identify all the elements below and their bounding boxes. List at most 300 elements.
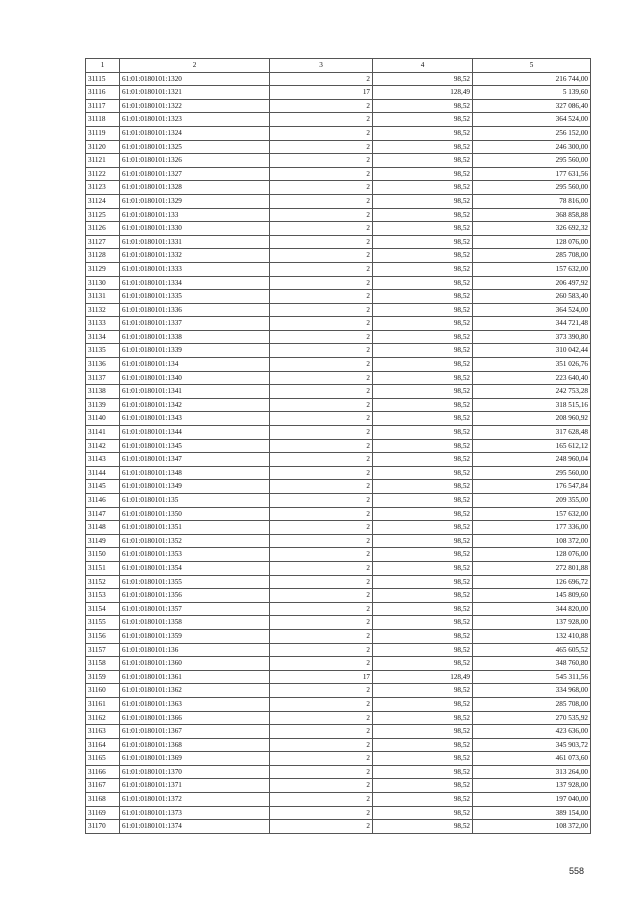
quantity-value: 2 — [270, 480, 373, 494]
quantity-value: 2 — [270, 344, 373, 358]
cadastral-number: 61:01:0180101:1355 — [120, 575, 270, 589]
amount-value: 373 390,80 — [473, 330, 591, 344]
table-row — [86, 140, 591, 154]
amount-value: 295 560,00 — [473, 466, 591, 480]
quantity-value: 2 — [270, 181, 373, 195]
rate-value: 98,52 — [373, 126, 473, 140]
cadastral-number: 61:01:0180101:1331 — [120, 235, 270, 249]
row-number: 31116 — [86, 86, 120, 100]
table-row — [86, 725, 591, 739]
quantity-value: 2 — [270, 752, 373, 766]
rate-value: 98,52 — [373, 412, 473, 426]
amount-value: 137 928,00 — [473, 779, 591, 793]
cadastral-number: 61:01:0180101:1366 — [120, 711, 270, 725]
cadastral-number: 61:01:0180101:1371 — [120, 779, 270, 793]
table-row — [86, 398, 591, 412]
quantity-value: 2 — [270, 793, 373, 807]
amount-value: 344 721,48 — [473, 317, 591, 331]
table-row — [86, 358, 591, 372]
cadastral-number: 61:01:0180101:1323 — [120, 113, 270, 127]
cadastral-number: 61:01:0180101:1338 — [120, 330, 270, 344]
cadastral-number: 61:01:0180101:1326 — [120, 154, 270, 168]
rate-value: 98,52 — [373, 820, 473, 834]
row-number: 31123 — [86, 181, 120, 195]
amount-value: 310 042,44 — [473, 344, 591, 358]
quantity-value: 2 — [270, 208, 373, 222]
row-number: 31130 — [86, 276, 120, 290]
row-number: 31137 — [86, 371, 120, 385]
rate-value: 98,52 — [373, 290, 473, 304]
quantity-value: 2 — [270, 765, 373, 779]
cadastral-number: 61:01:0180101:1321 — [120, 86, 270, 100]
table-row — [86, 181, 591, 195]
table-row — [86, 412, 591, 426]
quantity-value: 2 — [270, 140, 373, 154]
rate-value: 98,52 — [373, 616, 473, 630]
amount-value: 364 524,00 — [473, 113, 591, 127]
quantity-value: 2 — [270, 575, 373, 589]
amount-value: 177 631,56 — [473, 167, 591, 181]
row-number: 31115 — [86, 72, 120, 86]
row-number: 31128 — [86, 249, 120, 263]
quantity-value: 2 — [270, 72, 373, 86]
cadastral-number: 61:01:0180101:1354 — [120, 561, 270, 575]
row-number: 31138 — [86, 385, 120, 399]
table-row — [86, 426, 591, 440]
rate-value: 98,52 — [373, 561, 473, 575]
amount-value: 334 968,00 — [473, 684, 591, 698]
rate-value: 98,52 — [373, 235, 473, 249]
cadastral-number: 61:01:0180101:1328 — [120, 181, 270, 195]
table-row — [86, 561, 591, 575]
amount-value: 128 076,00 — [473, 548, 591, 562]
quantity-value: 2 — [270, 453, 373, 467]
quantity-value: 2 — [270, 290, 373, 304]
rate-value: 98,52 — [373, 317, 473, 331]
quantity-value: 2 — [270, 534, 373, 548]
quantity-value: 2 — [270, 711, 373, 725]
cadastral-number: 61:01:0180101:1345 — [120, 439, 270, 453]
table-row — [86, 208, 591, 222]
row-number: 31136 — [86, 358, 120, 372]
row-number: 31156 — [86, 629, 120, 643]
quantity-value: 2 — [270, 167, 373, 181]
cadastral-number: 61:01:0180101:133 — [120, 208, 270, 222]
row-number: 31170 — [86, 820, 120, 834]
amount-value: 364 524,00 — [473, 303, 591, 317]
quantity-value: 2 — [270, 426, 373, 440]
cadastral-number: 61:01:0180101:1329 — [120, 194, 270, 208]
cadastral-number: 61:01:0180101:1360 — [120, 657, 270, 671]
amount-value: 270 535,92 — [473, 711, 591, 725]
column-header-2: 2 — [120, 59, 270, 73]
quantity-value: 2 — [270, 398, 373, 412]
table-row — [86, 670, 591, 684]
row-number: 31148 — [86, 521, 120, 535]
page-number: 558 — [568, 866, 584, 876]
table-row — [86, 262, 591, 276]
quantity-value: 2 — [270, 99, 373, 113]
row-number: 31159 — [86, 670, 120, 684]
table-row — [86, 494, 591, 508]
rate-value: 98,52 — [373, 806, 473, 820]
rate-value: 98,52 — [373, 330, 473, 344]
cadastral-number: 61:01:0180101:1334 — [120, 276, 270, 290]
table-row — [86, 589, 591, 603]
amount-value: 216 744,00 — [473, 72, 591, 86]
row-number: 31146 — [86, 494, 120, 508]
row-number: 31151 — [86, 561, 120, 575]
rate-value: 98,52 — [373, 643, 473, 657]
cadastral-number: 61:01:0180101:134 — [120, 358, 270, 372]
quantity-value: 2 — [270, 629, 373, 643]
cadastral-number: 61:01:0180101:1333 — [120, 262, 270, 276]
rate-value: 98,52 — [373, 466, 473, 480]
row-number: 31154 — [86, 602, 120, 616]
quantity-value: 2 — [270, 385, 373, 399]
rate-value: 128,49 — [373, 86, 473, 100]
table-row — [86, 439, 591, 453]
cadastral-number: 61:01:0180101:1327 — [120, 167, 270, 181]
quantity-value: 2 — [270, 371, 373, 385]
quantity-value: 2 — [270, 684, 373, 698]
row-number: 31135 — [86, 344, 120, 358]
row-number: 31142 — [86, 439, 120, 453]
row-number: 31133 — [86, 317, 120, 331]
table-row — [86, 738, 591, 752]
amount-value: 165 612,12 — [473, 439, 591, 453]
amount-value: 137 928,00 — [473, 616, 591, 630]
table-row — [86, 521, 591, 535]
rate-value: 98,52 — [373, 154, 473, 168]
rate-value: 98,52 — [373, 793, 473, 807]
row-number: 31140 — [86, 412, 120, 426]
data-table-container — [85, 58, 590, 834]
table-row — [86, 684, 591, 698]
rate-value: 98,52 — [373, 181, 473, 195]
row-number: 31122 — [86, 167, 120, 181]
quantity-value: 2 — [270, 697, 373, 711]
quantity-value: 2 — [270, 548, 373, 562]
cadastral-number: 61:01:0180101:1337 — [120, 317, 270, 331]
cadastral-number: 61:01:0180101:1344 — [120, 426, 270, 440]
cadastral-number: 61:01:0180101:1347 — [120, 453, 270, 467]
quantity-value: 2 — [270, 602, 373, 616]
row-number: 31164 — [86, 738, 120, 752]
row-number: 31165 — [86, 752, 120, 766]
amount-value: 423 636,00 — [473, 725, 591, 739]
table-row — [86, 72, 591, 86]
row-number: 31120 — [86, 140, 120, 154]
table-row — [86, 657, 591, 671]
amount-value: 368 858,88 — [473, 208, 591, 222]
row-number: 31163 — [86, 725, 120, 739]
cadastral-number: 61:01:0180101:1373 — [120, 806, 270, 820]
cadastral-number: 61:01:0180101:1353 — [120, 548, 270, 562]
table-row — [86, 616, 591, 630]
row-number: 31155 — [86, 616, 120, 630]
rate-value: 98,52 — [373, 575, 473, 589]
quantity-value: 2 — [270, 779, 373, 793]
table-row — [86, 99, 591, 113]
cadastral-number: 61:01:0180101:1358 — [120, 616, 270, 630]
quantity-value: 2 — [270, 657, 373, 671]
row-number: 31126 — [86, 222, 120, 236]
rate-value: 98,52 — [373, 521, 473, 535]
column-header-4: 4 — [373, 59, 473, 73]
rate-value: 98,52 — [373, 385, 473, 399]
cadastral-number: 61:01:0180101:1367 — [120, 725, 270, 739]
cadastral-number: 61:01:0180101:136 — [120, 643, 270, 657]
quantity-value: 2 — [270, 194, 373, 208]
quantity-value: 2 — [270, 806, 373, 820]
rate-value: 98,52 — [373, 629, 473, 643]
table-row — [86, 385, 591, 399]
amount-value: 256 152,00 — [473, 126, 591, 140]
table-row — [86, 480, 591, 494]
column-header-5: 5 — [473, 59, 591, 73]
amount-value: 145 809,60 — [473, 589, 591, 603]
row-number: 31150 — [86, 548, 120, 562]
rate-value: 98,52 — [373, 303, 473, 317]
cadastral-number: 61:01:0180101:1361 — [120, 670, 270, 684]
amount-value: 242 753,28 — [473, 385, 591, 399]
cadastral-number: 61:01:0180101:1374 — [120, 820, 270, 834]
quantity-value: 2 — [270, 561, 373, 575]
amount-value: 317 628,48 — [473, 426, 591, 440]
cadastral-number: 61:01:0180101:1336 — [120, 303, 270, 317]
amount-value: 313 264,00 — [473, 765, 591, 779]
quantity-value: 17 — [270, 670, 373, 684]
cadastral-number: 61:01:0180101:1350 — [120, 507, 270, 521]
quantity-value: 2 — [270, 235, 373, 249]
quantity-value: 2 — [270, 222, 373, 236]
quantity-value: 2 — [270, 154, 373, 168]
row-number: 31160 — [86, 684, 120, 698]
rate-value: 98,52 — [373, 494, 473, 508]
quantity-value: 2 — [270, 820, 373, 834]
rate-value: 98,52 — [373, 725, 473, 739]
amount-value: 206 497,92 — [473, 276, 591, 290]
quantity-value: 2 — [270, 262, 373, 276]
quantity-value: 2 — [270, 616, 373, 630]
rate-value: 98,52 — [373, 534, 473, 548]
amount-value: 461 073,60 — [473, 752, 591, 766]
rate-value: 98,52 — [373, 99, 473, 113]
row-number: 31118 — [86, 113, 120, 127]
table-row — [86, 466, 591, 480]
amount-value: 545 311,56 — [473, 670, 591, 684]
cadastral-number: 61:01:0180101:1325 — [120, 140, 270, 154]
quantity-value: 2 — [270, 466, 373, 480]
rate-value: 98,52 — [373, 738, 473, 752]
row-number: 31161 — [86, 697, 120, 711]
amount-value: 248 960,04 — [473, 453, 591, 467]
row-number: 31168 — [86, 793, 120, 807]
table-row — [86, 752, 591, 766]
amount-value: 348 760,80 — [473, 657, 591, 671]
table-row — [86, 330, 591, 344]
column-header-3: 3 — [270, 59, 373, 73]
row-number: 31169 — [86, 806, 120, 820]
row-number: 31134 — [86, 330, 120, 344]
cadastral-number: 61:01:0180101:1359 — [120, 629, 270, 643]
cadastral-number: 61:01:0180101:1368 — [120, 738, 270, 752]
amount-value: 132 410,88 — [473, 629, 591, 643]
amount-value: 295 560,00 — [473, 181, 591, 195]
row-number: 31162 — [86, 711, 120, 725]
row-number: 31153 — [86, 589, 120, 603]
quantity-value: 2 — [270, 276, 373, 290]
row-number: 31166 — [86, 765, 120, 779]
amount-value: 126 696,72 — [473, 575, 591, 589]
amount-value: 351 026,76 — [473, 358, 591, 372]
rate-value: 98,52 — [373, 765, 473, 779]
rate-value: 98,52 — [373, 426, 473, 440]
cadastral-number: 61:01:0180101:1369 — [120, 752, 270, 766]
cadastral-number: 61:01:0180101:1372 — [120, 793, 270, 807]
row-number: 31125 — [86, 208, 120, 222]
row-number: 31157 — [86, 643, 120, 657]
rate-value: 98,52 — [373, 439, 473, 453]
quantity-value: 17 — [270, 86, 373, 100]
amount-value: 223 640,40 — [473, 371, 591, 385]
rate-value: 98,52 — [373, 602, 473, 616]
amount-value: 177 336,00 — [473, 521, 591, 535]
amount-value: 327 086,40 — [473, 99, 591, 113]
rate-value: 98,52 — [373, 208, 473, 222]
cadastral-number: 61:01:0180101:1330 — [120, 222, 270, 236]
cadastral-number: 61:01:0180101:1341 — [120, 385, 270, 399]
row-number: 31117 — [86, 99, 120, 113]
amount-value: 209 355,00 — [473, 494, 591, 508]
rate-value: 98,52 — [373, 398, 473, 412]
table-row — [86, 276, 591, 290]
row-number: 31149 — [86, 534, 120, 548]
rate-value: 98,52 — [373, 113, 473, 127]
table-row — [86, 86, 591, 100]
table-body — [86, 72, 591, 833]
table-row — [86, 806, 591, 820]
cadastral-number: 61:01:0180101:1340 — [120, 371, 270, 385]
row-number: 31139 — [86, 398, 120, 412]
table-row — [86, 235, 591, 249]
quantity-value: 2 — [270, 439, 373, 453]
quantity-value: 2 — [270, 249, 373, 263]
amount-value: 157 632,00 — [473, 262, 591, 276]
table-row — [86, 711, 591, 725]
rate-value: 98,52 — [373, 480, 473, 494]
quantity-value: 2 — [270, 303, 373, 317]
rate-value: 98,52 — [373, 344, 473, 358]
row-number: 31132 — [86, 303, 120, 317]
row-number: 31144 — [86, 466, 120, 480]
cadastral-number: 61:01:0180101:1357 — [120, 602, 270, 616]
amount-value: 246 300,00 — [473, 140, 591, 154]
quantity-value: 2 — [270, 725, 373, 739]
rate-value: 98,52 — [373, 779, 473, 793]
quantity-value: 2 — [270, 113, 373, 127]
rate-value: 98,52 — [373, 711, 473, 725]
row-number: 31167 — [86, 779, 120, 793]
table-row — [86, 317, 591, 331]
row-number: 31152 — [86, 575, 120, 589]
cadastral-number: 61:01:0180101:1343 — [120, 412, 270, 426]
table-row — [86, 303, 591, 317]
table-row — [86, 371, 591, 385]
rate-value: 98,52 — [373, 222, 473, 236]
cadastral-number: 61:01:0180101:1322 — [120, 99, 270, 113]
cadastral-number: 61:01:0180101:1339 — [120, 344, 270, 358]
amount-value: 326 692,32 — [473, 222, 591, 236]
row-number: 31119 — [86, 126, 120, 140]
row-number: 31143 — [86, 453, 120, 467]
cadastral-number: 61:01:0180101:1324 — [120, 126, 270, 140]
cadastral-number: 61:01:0180101:1356 — [120, 589, 270, 603]
cadastral-number: 61:01:0180101:1363 — [120, 697, 270, 711]
table-row — [86, 629, 591, 643]
amount-value: 260 583,40 — [473, 290, 591, 304]
rate-value: 98,52 — [373, 167, 473, 181]
row-number: 31131 — [86, 290, 120, 304]
table-row — [86, 290, 591, 304]
quantity-value: 2 — [270, 738, 373, 752]
amount-value: 272 801,88 — [473, 561, 591, 575]
table-row — [86, 344, 591, 358]
cadastral-number: 61:01:0180101:1342 — [120, 398, 270, 412]
rate-value: 128,49 — [373, 670, 473, 684]
amount-value: 176 547,84 — [473, 480, 591, 494]
rate-value: 98,52 — [373, 548, 473, 562]
row-number: 31141 — [86, 426, 120, 440]
rate-value: 98,52 — [373, 72, 473, 86]
table-row — [86, 194, 591, 208]
amount-value: 345 903,72 — [473, 738, 591, 752]
quantity-value: 2 — [270, 643, 373, 657]
rate-value: 98,52 — [373, 249, 473, 263]
amount-value: 344 820,00 — [473, 602, 591, 616]
quantity-value: 2 — [270, 317, 373, 331]
cadastral-number: 61:01:0180101:1352 — [120, 534, 270, 548]
data-table — [85, 58, 591, 834]
rate-value: 98,52 — [373, 371, 473, 385]
table-header-row — [86, 59, 591, 73]
table-row — [86, 126, 591, 140]
table-row — [86, 534, 591, 548]
row-number: 31129 — [86, 262, 120, 276]
quantity-value: 2 — [270, 521, 373, 535]
rate-value: 98,52 — [373, 589, 473, 603]
quantity-value: 2 — [270, 358, 373, 372]
rate-value: 98,52 — [373, 752, 473, 766]
row-number: 31121 — [86, 154, 120, 168]
row-number: 31158 — [86, 657, 120, 671]
table-row — [86, 507, 591, 521]
amount-value: 108 372,00 — [473, 820, 591, 834]
table-row — [86, 548, 591, 562]
rate-value: 98,52 — [373, 697, 473, 711]
row-number: 31145 — [86, 480, 120, 494]
cadastral-number: 61:01:0180101:135 — [120, 494, 270, 508]
quantity-value: 2 — [270, 507, 373, 521]
cadastral-number: 61:01:0180101:1370 — [120, 765, 270, 779]
cadastral-number: 61:01:0180101:1348 — [120, 466, 270, 480]
amount-value: 208 960,92 — [473, 412, 591, 426]
table-row — [86, 167, 591, 181]
rate-value: 98,52 — [373, 140, 473, 154]
table-row — [86, 222, 591, 236]
rate-value: 98,52 — [373, 684, 473, 698]
